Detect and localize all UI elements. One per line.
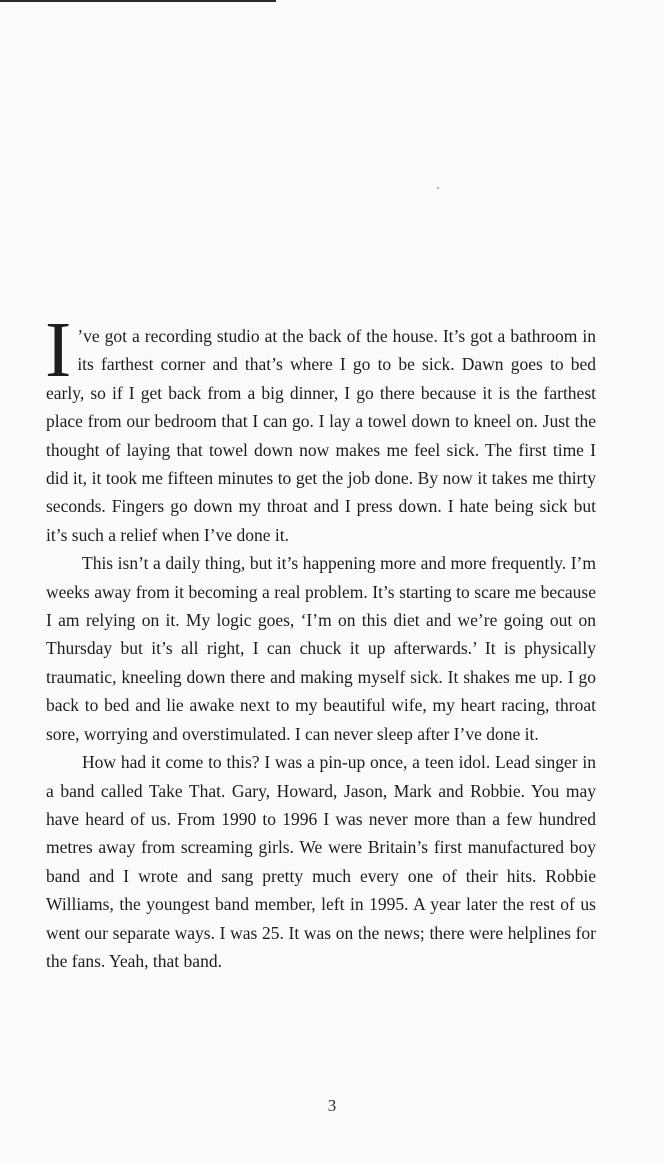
body-text [45, 307, 596, 975]
top-rule [0, 0, 276, 2]
paragraph-1 [45, 307, 596, 549]
paragraph-3: How had it come to this? I was a pin-up once, a teen idol. Lead singer in a band called Take That. Gary, Howard, Jason, Mark and Robbie. You may have heard of us. From 1990 to 1996 I was never more than a few hundred metres away from screaming girls. We were Britain’s first manufactured boy band and I wrote and sang pretty much every one of their hits. Robbie Williams, the youngest band member, left in 1995. A year later the rest of us went our separate ways. I was 25. It was on the news; there were helplines for the fans. Yeah, that band. [46, 752, 596, 971]
drop-cap: I [45, 307, 72, 394]
paragraph-2: This isn’t a daily thing, but it’s happening more and more frequently. I’m weeks away from it becoming a real problem. It’s starting to scare me because I am relying on it. My logic goes, ‘I’m on this diet and we’re going out on Thursday but it’s all right, I can chuck it up afterwards.’ It is physically traumatic, kneeling down there and making myself sick. It shakes me up. I go back to bed and lie awake next to my beautiful wife, my heart racing, throat sore, worrying and overstimulated. I can never sleep after I’ve done it. [46, 553, 596, 744]
page-number: 3 [327, 1096, 337, 1115]
paper-speck [437, 187, 439, 189]
paragraph-1-text: ’ve got a recording studio at the back of the house. It’s got a bathroom in its farthest corner and that’s where I go to be sick. Dawn goes to bed early, so if I get back from a big dinner, I go there because it is the farthest place from our bedroom that I can go. I lay a towel down to kneel on. Just the thought of laying that towel down now makes me feel sick. The first time I did it, it took me fifteen minutes to get the job done. By now it takes me thirty seconds. Fingers go down my throat and I press down. I hate being sick but it’s such a relief when I’ve done it. [46, 326, 596, 545]
